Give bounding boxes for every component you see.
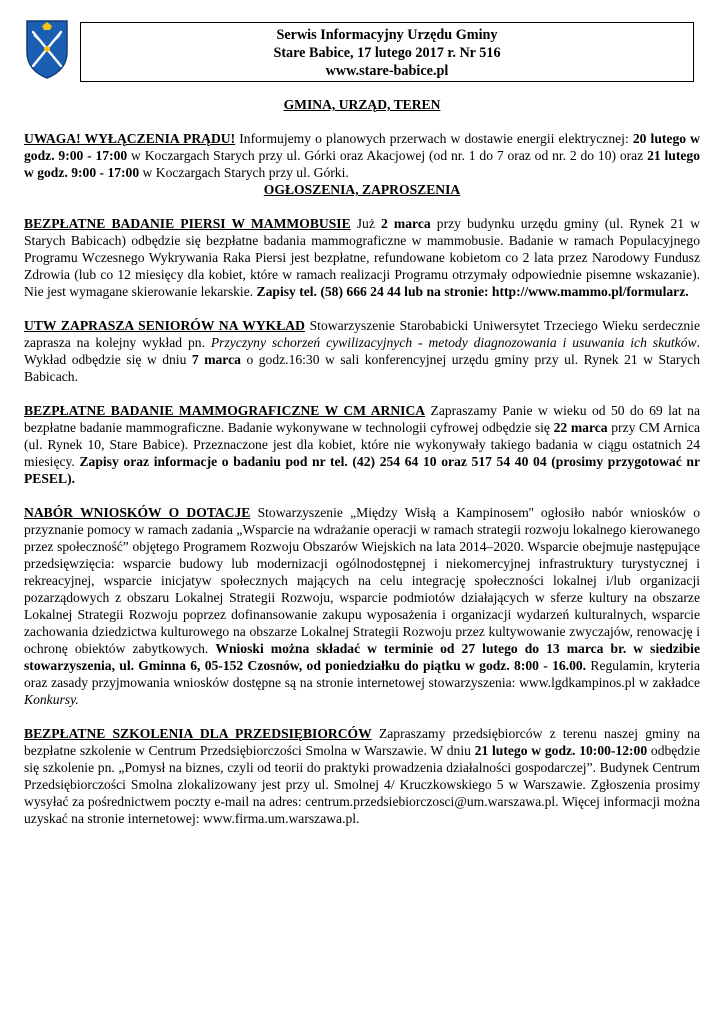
article-text: Zapraszamy Panie w wieku od 50 do 69 lat na bezpłatne badanie mammograficzne. Badanie wykonywane w technologii cyfrowej odbędzie się	[24, 403, 700, 435]
article-utw-heading: UTW ZAPRASZA SENIORÓW NA WYKŁAD	[24, 318, 305, 333]
article-bold: Zapisy oraz informacje o badaniu pod nr tel. (42) 254 64 10 oraz 517 54 40 04 (prosimy przygotować nr PESEL).	[24, 454, 700, 486]
article-text: Regulamin, kryteria oraz zasady przyjmowania wniosków dostępne są na stronie internetowej stowarzyszenia: www.lgdkampinos.pl w zakładce	[24, 658, 700, 690]
article-bold: 22 marca	[553, 420, 608, 435]
article-grants-heading: NABÓR WNIOSKÓW O DOTACJE	[24, 505, 251, 520]
article-cm-arnica	[24, 402, 700, 487]
header-line1: Serwis Informacyjny Urzędu Gminy	[276, 27, 498, 43]
header-line2: Stare Babice, 17 lutego 2017 r. Nr 516	[273, 45, 501, 61]
article-text: o godz.16:30 w sali konferencyjnej urzędu gminy przy ul. Rynek 21 w Starych Babicach.	[24, 352, 701, 384]
header-line3: www.stare-babice.pl	[325, 63, 449, 79]
section-title-gmina: GMINA, URZĄD, TEREN	[283, 97, 441, 112]
article-training-heading: BEZPŁATNE SZKOLENIA DLA PRZEDSIĘBIORCÓW	[24, 726, 372, 741]
article-text: Zapraszamy przedsiębiorców z terenu naszej gminy na bezpłatne szkolenie w Centrum Przedsiębiorczości Smolna w Warszawie. W dniu	[24, 726, 701, 758]
header-title-box	[80, 22, 694, 82]
article-business-training	[24, 725, 700, 827]
article-cm-arnica-heading: BEZPŁATNE BADANIE MAMMOGRAFICZNE W CM ARNICA	[24, 403, 426, 418]
article-text: odbędzie się szkolenie pn. „Pomysł na biznes, czyli od teorii do praktyki prowadzenia działalności gospodarczej”. Budynek Centrum Przedsiębiorczości Smolna zlokalizowany jest przy ul. Smolnej 4/ Kruczkowskiego 5 w Warszawie. Zgłoszenia prosimy wysyłać za pośrednictwem poczty e-mail na adres: centrum.przedsiebiorczosci@um.warszawa.pl. Więcej informacji można uzyskać na stronie internetowej: www.firma.um.warszawa.pl.	[24, 743, 700, 826]
article-power-outage	[24, 130, 700, 181]
article-italic: Przyczyny schorzeń cywilizacyjnych - metody diagnozowania i usuwania ich skutków	[210, 335, 697, 350]
article-italic: Konkursy.	[24, 692, 79, 707]
article-text: Stowarzyszenie Starobabicki Uniwersytet Trzeciego Wieku serdecznie zaprasza na kolejny wykład pn.	[24, 318, 700, 350]
article-text: . Wykład odbędzie się w dniu	[24, 335, 700, 367]
article-bold: 20 lutego w godz. 9:00 - 17:00	[24, 131, 700, 163]
article-power-outage-heading: UWAGA! WYŁĄCZENIA PRĄDU!	[24, 131, 236, 146]
article-text: Już	[350, 216, 382, 231]
article-bold: 21 lutego w godz. 9:00 - 17:00	[24, 148, 700, 180]
article-text: w Koczargach Starych przy ul. Górki oraz Akacjowej (od nr. 1 do 7 oraz od nr. 2 do 10) oraz	[127, 148, 648, 163]
section-title-ogloszenia: OGŁOSZENIA, ZAPROSZENIA	[263, 182, 461, 197]
article-mammobus-heading: BEZPŁATNE BADANIE PIERSI W MAMMOBUSIE	[24, 216, 351, 231]
header	[24, 14, 700, 82]
article-bold: 21 lutego w godz. 10:00-12:00	[474, 743, 648, 758]
coat-of-arms-icon	[24, 18, 70, 80]
document-page	[24, 14, 700, 827]
article-text: w Koczargach Starych przy ul. Górki.	[139, 165, 349, 180]
article-text: przy budynku urzędu gminy (ul. Rynek 21 w Starych Babicach) odbędzie się bezpłatne badania mammograficzne w mammobusie. Badanie w ramach Populacyjnego Programu Wczesnego Wykrywania Raka Piersi jest bezpłatne, refundowane kobietom co 2 lata przez Narodowy Fundusz Zdrowia (lub co 12 miesięcy dla kobiet, które w ramach realizacji Programu otrzymały odpowiednie pisemne wskazanie). Nie jest wymagane skierowanie lekarskie.	[24, 216, 700, 299]
article-bold: Zapisy tel. (58) 666 24 44 lub na stronie: http://www.mammo.pl/formularz.	[256, 284, 689, 299]
article-grants	[24, 504, 700, 708]
article-bold: 2 marca	[381, 216, 431, 231]
article-text: przy CM Arnica (ul. Rynek 10, Stare Babice). Przeznaczone jest dla kobiet, które nie wykonywały takiego badania w ciągu ostatnich 24 miesięcy.	[24, 420, 701, 469]
article-mammobus	[24, 215, 700, 300]
article-text: Stowarzyszenie „Między Wisłą a Kampinosem'' ogłosiło nabór wniosków o przyznanie pomocy w ramach zadania „Wsparcie na wdrażanie operacji w ramach strategii rozwoju lokalnego kierowanego przez społeczność” objętego Programem Rozwoju Obszarów Wiejskich na lata 2014–2020. Wsparcie obejmuje następujące przedsięwzięcia: wsparcie budowy lub modernizacji ogólnodostępnej i niekomercyjnej infrastruktury turystycznej i rekreacyjnej, wsparcie inicjatyw społecznych mających na celu integrację społeczności lokalnej i/lub organizacji pozarządowych z obszaru Lokalnej Strategii Rozwoju, wsparcie podmiotów działających w sferze kultury na obszarze Lokalnej Strategii Rozwoju poprzez dofinansowanie zakupu wyposażenia i organizacji wydarzeń kulturalnych, wsparcie zachowania dziedzictwa kulturowego na obszarze Lokalnej Strategii Rozwoju przez kultywowanie zwyczajów, renowację i ochronę obiektów zabytkowych.	[24, 505, 700, 656]
article-text: Informujemy o planowych przerwach w dostawie energii elektrycznej:	[235, 131, 633, 146]
article-bold: 7 marca	[191, 352, 241, 367]
article-utw-lecture	[24, 317, 700, 385]
article-bold: Wnioski można składać w terminie od 27 lutego do 13 marca br. w siedzibie stowarzyszenia, ul. Gminna 6, 05-152 Czosnów, od poniedziałku do piątku w godz. 8:00 - 16.00.	[24, 641, 700, 673]
